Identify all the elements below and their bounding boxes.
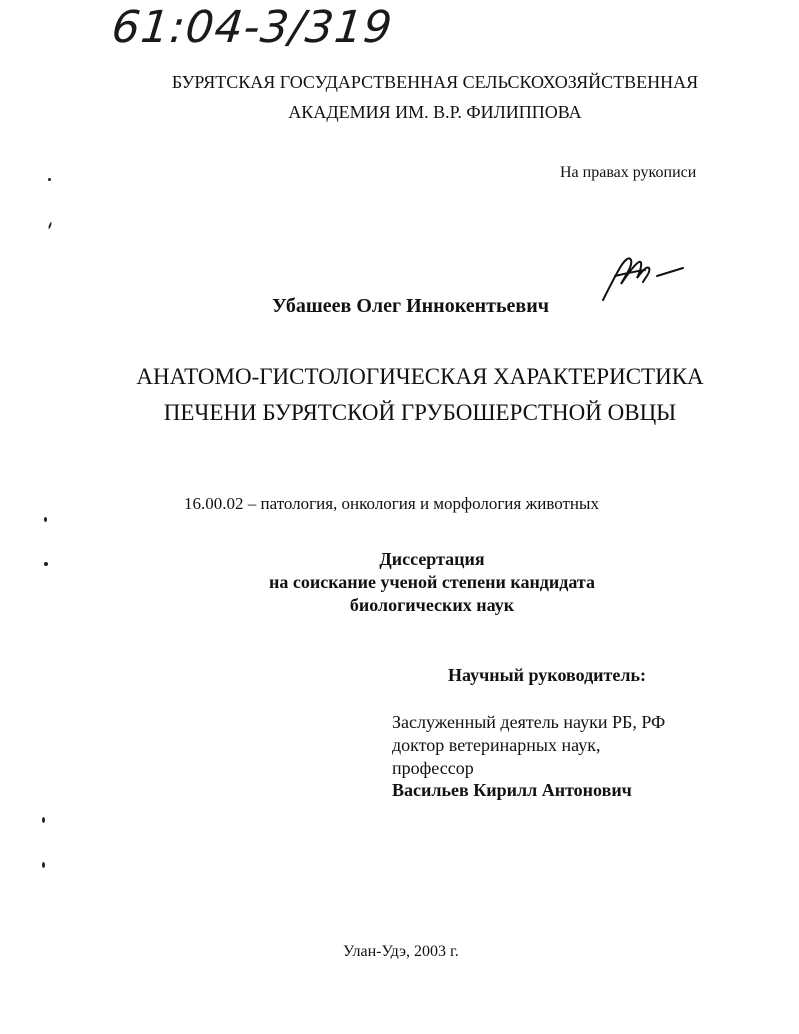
manuscript-rights-note: На правах рукописи [560, 164, 697, 181]
dissertation-label: Диссертация [379, 549, 485, 569]
supervisor-degree: доктор ветеринарных наук, [392, 735, 601, 755]
thesis-title-line-2: ПЕЧЕНИ БУРЯТСКОЙ ГРУБОШЕРСТНОЙ ОВЦЫ [163, 400, 677, 425]
scan-speck [48, 222, 52, 229]
author-name: Убашеев Олег Иннокентьевич [272, 295, 550, 317]
signature-icon [595, 248, 690, 308]
institution-line-1: БУРЯТСКАЯ ГОСУДАРСТВЕННАЯ СЕЛЬСКОХОЗЯЙСТВЕННАЯ [171, 72, 699, 92]
scan-speck [44, 562, 48, 566]
specialty-code: 16.00.02 – патология, онкология и морфология животных [184, 494, 599, 513]
supervisor-name: Васильев Кирилл Антонович [392, 780, 632, 800]
institution-line-2: АКАДЕМИЯ ИМ. В.Р. ФИЛИППОВА [288, 102, 582, 122]
thesis-title-line-1: АНАТОМО-ГИСТОЛОГИЧЕСКАЯ ХАРАКТЕРИСТИКА [136, 364, 704, 389]
supervisor-honor: Заслуженный деятель науки РБ, РФ [392, 712, 666, 732]
degree-line: на соискание ученой степени кандидата [268, 572, 595, 592]
supervisor-rank: профессор [392, 758, 474, 778]
handwritten-catalog-number: 61:04-3/319 [109, 2, 396, 53]
supervisor-heading: Научный руководитель: [448, 665, 646, 685]
scan-speck [42, 862, 45, 868]
scan-speck [44, 517, 47, 522]
scan-speck [42, 817, 45, 823]
field-of-science: биологических наук [349, 595, 515, 615]
place-and-year: Улан-Удэ, 2003 г. [343, 943, 459, 960]
scan-speck [48, 178, 51, 181]
